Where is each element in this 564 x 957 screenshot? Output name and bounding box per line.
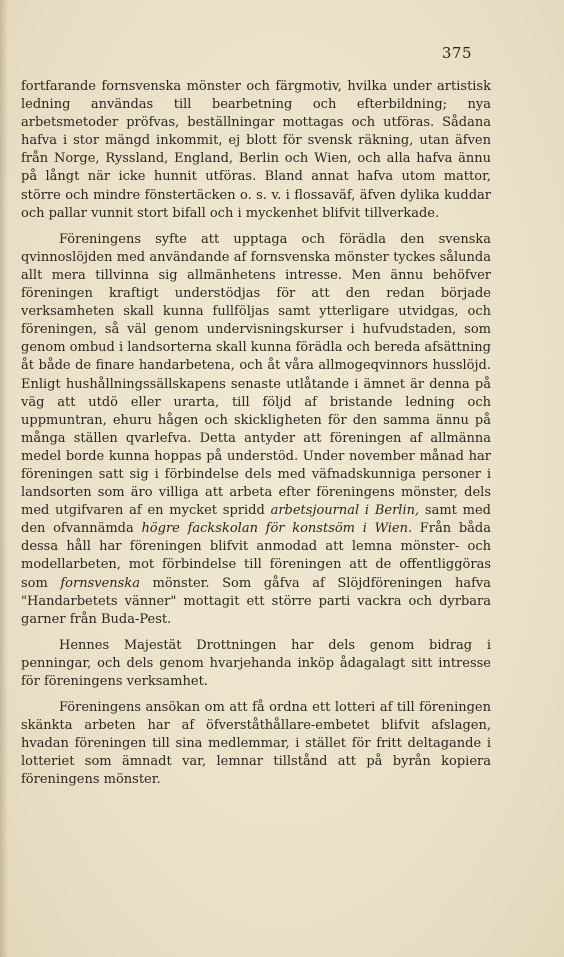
paragraph-2-italic-2: högre fackskolan för konstsöm i Wien. [141,521,413,537]
page-number: 375 [441,44,472,62]
body-text [21,78,491,790]
paragraph-3: Hennes Majestät Drottningen har dels genom bidrag i penningar, och dels genom hvarjehanda inköp ådagalagt sitt intresse för föreningens verksamhet. [21,637,491,689]
paragraph-2-part-b: samt med den ofvannämda [21,503,491,537]
paragraph-1: fortfarande fornsvenska mönster och färgmotiv, hvilka under artistisk ledning användas till bearbetning och efterbildning; nya arbetsmetoder pröfvas, beställningar mottagas och utföras. Sådana hafva i stor mängd inkommit, ej blott för svensk räkning, utan äfven från Norge, Ryssland, England, Berlin och Wien, och alla hafva ännu på långt när icke hunnit utföras. Bland annat hafva utom mattor, större och mindre fönstertäcken o. s. v. i flossaväf, äfven dylika kuddar och pallar vunnit stort bifall och i myckenhet blifvit tillverkade. [21,79,491,221]
paragraph-2-italic-1: arbetsjournal i Berlin, [270,503,420,519]
paragraph-2-part-c: Från båda dessa håll har föreningen blifvit anmodad att lemna mönster- och modellarbeten, mot förbindelse till föreningen att de offentliggöras som [21,521,491,591]
paragraph-2-part-d: mönster. Som gåfva af Slöjdföreningen hafva "Handarbetets vänner" mottagit ett större parti vackra och dyrbara garner från Buda-Pest. [21,575,491,627]
paragraph-2 [21,231,491,629]
paragraph-4: Föreningens ansökan om att få ordna ett lotteri af till föreningen skänkta arbeten har af öfverståthållare-embetet blifvit afslagen, hvadan föreningen till sina medlemmar, i stället för fritt deltagande i lotteriet som ämnadt var, lemnar tillstånd att på byrån kopiera föreningens mönster. [21,700,491,788]
paragraph-2-part-a: Föreningens syfte att upptaga och förädla den svenska qvinnoslöjden med användande af fornsvenska mönster tyckes sålunda allt mera tillvinna sig allmänhetens intresse. Men ännu behöfver föreningen kraftigt understödjas för att den redan började verksamheten skall kunna fullföljas samt ytterligare utvidgas, och föreningen, så väl genom undervisningskurser i hufvudstaden, som genom ombud i landsorterna skall kunna förädla och bereda afsättning åt både de finare handarbetena, och åt våra allmogeqvinnors husslöjd. Enligt hushållningssällskapens senaste utlåtande i ämnet är denna på väg att utdö eller urarta, till följd af bristande ledning och uppmuntran, ehuru hågen och skickligheten för den samma ännu på många ställen qvarlefva. Detta antyder att föreningen af allmänna medel borde kunna hoppas på understöd. Under november månad har föreningen satt sig i förbindelse dels med väfnadskunniga personer i landsorten som äro villiga att arbeta efter föreningens mönster, dels med utgifvaren af en mycket spridd [21,231,491,519]
paragraph-2-italic-3: fornsvenska [60,575,140,591]
page-edge-shadow [0,0,8,957]
